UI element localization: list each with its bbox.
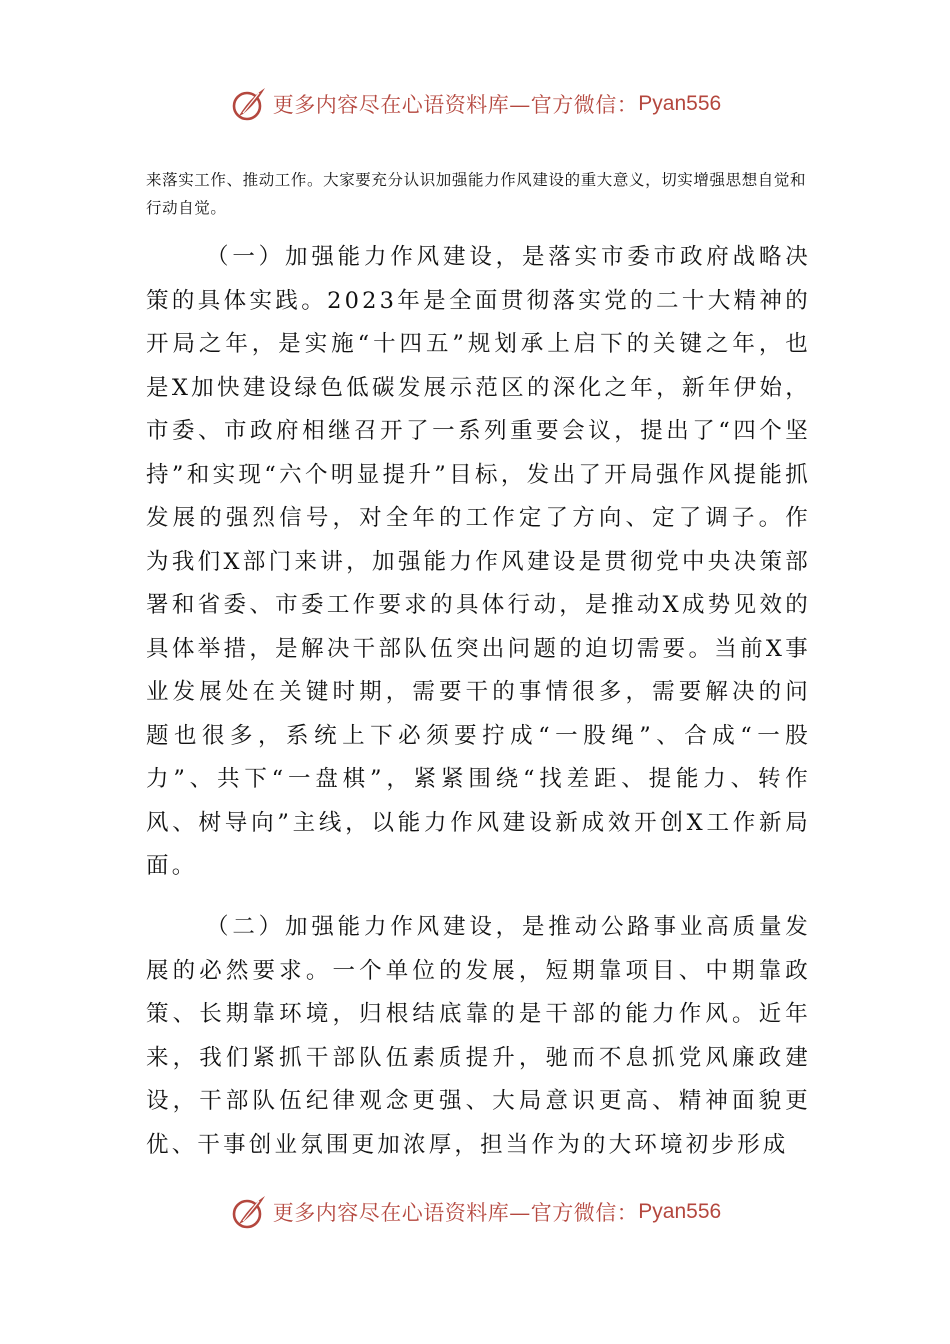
- header-banner-text: 更多内容尽在心语资料库—官方微信：: [272, 93, 639, 117]
- quill-logo-icon: [229, 1192, 269, 1232]
- carryover-paragraph: 来落实工作、推动工作。大家要充分认识加强能力作风建设的重大意义，切实增强思想自觉和行动自觉。: [146, 171, 807, 217]
- header-watermark-banner: [0, 82, 950, 126]
- footer-wechat-id: Pyan556: [638, 1200, 722, 1223]
- body-paragraph-2: （二）加强能力作风建设，是推动公路事业高质量发展的必然要求。一个单位的发展，短期靠项目、中期靠政策、长期靠环境，归根结底靠的是干部的能力作风。近年来，我们紧抓干部队伍素质提升，驰而不息抓党风廉政建设，干部队伍纪律观念更强、大局意识更高、精神面貌更优、干事创业氛围更加浓厚，担当作为的大环境初步形成: [146, 914, 811, 1158]
- footer-banner-text: 更多内容尽在心语资料库—官方微信：: [272, 1201, 639, 1225]
- header-wechat-id: Pyan556: [638, 92, 722, 115]
- footer-watermark-banner: [0, 1190, 950, 1234]
- body-paragraph-1: （一）加强能力作风建设，是落实市委市政府战略决策的具体实践。2023年是全面贯彻落实党的二十大精神的开局之年，是实施“十四五”规划承上启下的关键之年，也是X加快建设绿色低碳发展示范区的深化之年，新年伊始，市委、市政府相继召开了一系列重要会议，提出了“四个坚持”和实现“六个明显提升”目标，发出了开局强作风提能抓发展的强烈信号，对全年的工作定了方向、定了调子。作为我们X部门来讲，加强能力作风建设是贯彻党中央决策部署和省委、市委工作要求的具体行动，是推动X成势见效的具体举措，是解决干部队伍突出问题的迫切需要。当前X事业发展处在关键时期，需要干的事情很多，需要解决的问题也很多，系统上下必须要拧成“一股绳”、合成“一股力”、共下“一盘棋”，紧紧围绕“找差距、提能力、转作风、树导向”主线，以能力作风建设新成效开创X工作新局面。: [146, 244, 811, 879]
- quill-logo-icon: [229, 84, 269, 124]
